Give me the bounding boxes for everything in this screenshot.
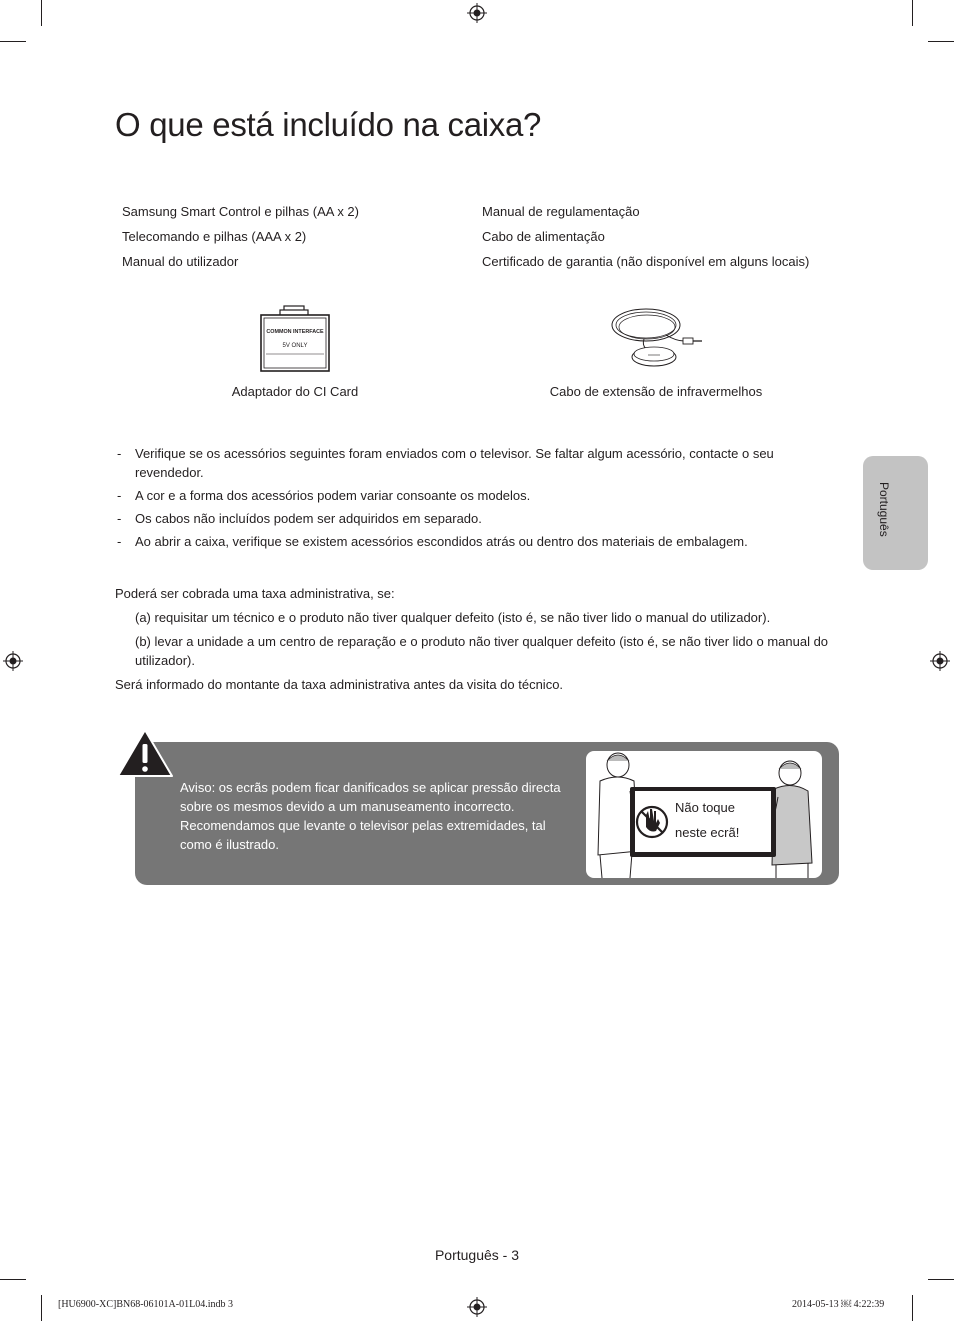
ir-cable-caption: Cabo de extensão de infravermelhos — [549, 384, 763, 399]
warning-triangle-icon — [116, 728, 174, 778]
side-tab-label: Português — [877, 482, 891, 537]
registration-mark-icon — [3, 651, 23, 671]
crop-mark — [912, 0, 913, 26]
slug-right: 2014-05-13 ￼ 4:22:39 — [792, 1299, 885, 1310]
sign-line-2: neste ecrã! — [675, 825, 740, 840]
crop-mark — [0, 1279, 26, 1280]
list-item: Manual de regulamentação — [482, 204, 640, 219]
sign-line-1: Não toque — [675, 800, 735, 815]
tv-handling-illustration — [586, 751, 822, 878]
list-item: Samsung Smart Control e pilhas (AA x 2) — [122, 204, 359, 219]
fee-condition-b: (b) levar a unidade a um centro de reparação e o produto não tiver qualquer defeito (isto é, se não tiver lido o manual do utilizador). — [135, 634, 829, 668]
note-text: Os cabos não incluídos podem ser adquiridos em separado. — [135, 511, 482, 526]
ci-card-adapter-icon — [258, 304, 332, 374]
crop-mark — [41, 1295, 42, 1321]
fee-section — [115, 584, 835, 699]
ir-extension-cable-icon — [606, 303, 706, 373]
crop-mark — [41, 0, 42, 26]
fee-outro: Será informado do montante da taxa administrativa antes da visita do técnico. — [115, 677, 564, 692]
page-number: Português - 3 — [434, 1247, 520, 1263]
warning-label: Aviso — [180, 780, 212, 795]
registration-mark-icon — [467, 3, 487, 23]
included-items-right — [482, 199, 809, 274]
registration-mark-icon — [467, 1297, 487, 1317]
list-item: Manual do utilizador — [122, 254, 239, 269]
ci-card-label-top: COMMON INTERFACE — [266, 329, 324, 335]
note-text: A cor e a forma dos acessórios podem variar consoante os modelos. — [135, 488, 531, 503]
note-text: Verifique se os acessórios seguintes foram enviados com o televisor. Se faltar algum acessório, contacte o seu revendedor. — [135, 446, 774, 480]
list-item: - Verifique se os acessórios seguintes foram enviados com o televisor. Se faltar algum acessório, contacte o seu revendedor. — [117, 446, 774, 480]
page-title: O que está incluído na caixa? — [115, 106, 542, 143]
list-item: - Ao abrir a caixa, verifique se existem acessórios escondidos atrás ou dentro dos materiais de embalagem. — [117, 534, 748, 549]
crop-mark — [928, 1279, 954, 1280]
ci-card-caption: Adaptador do CI Card — [231, 384, 359, 399]
ci-card-label-bottom: 5V ONLY — [282, 343, 308, 349]
warning-body: : os ecrãs podem ficar danificados se aplicar pressão directa sobre os mesmos devido a um manuseamento incorrecto. Recomendamos que levante o televisor pelas extremidades, tal como é ilustrado. — [180, 780, 561, 852]
list-item: - A cor e a forma dos acessórios podem variar consoante os modelos. — [117, 488, 531, 503]
note-text: Ao abrir a caixa, verifique se existem acessórios escondidos atrás ou dentro dos materiais de embalagem. — [135, 534, 748, 549]
registration-mark-icon — [930, 651, 950, 671]
warning-text — [180, 778, 570, 854]
fee-intro: Poderá ser cobrada uma taxa administrativa, se: — [115, 586, 395, 601]
list-item: Telecomando e pilhas (AAA x 2) — [122, 229, 307, 244]
list-item: Certificado de garantia (não disponível em alguns locais) — [482, 254, 810, 269]
notes-list — [117, 444, 822, 555]
crop-mark — [0, 41, 26, 42]
list-item: - Os cabos não incluídos podem ser adquiridos em separado. — [117, 511, 482, 526]
fee-condition-a: (a) requisitar um técnico e o produto não tiver qualquer defeito (isto é, se não tiver lido o manual do utilizador). — [135, 610, 771, 625]
list-item: Cabo de alimentação — [482, 229, 605, 244]
crop-mark — [928, 41, 954, 42]
crop-mark — [912, 1295, 913, 1321]
slug-left: [HU6900-XC]BN68-06101A-01L04.indb 3 — [58, 1299, 233, 1310]
language-side-tab — [863, 456, 928, 570]
included-items-left — [122, 199, 359, 274]
